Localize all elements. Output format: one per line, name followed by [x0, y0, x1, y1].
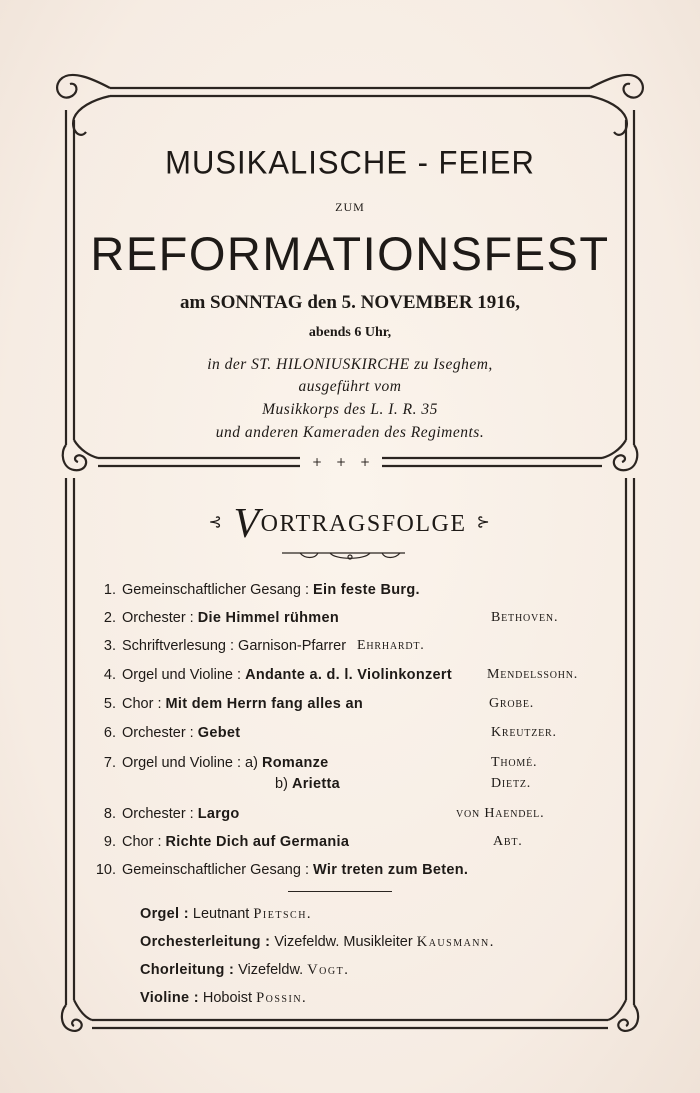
credit-line — [0, 990, 700, 1014]
credit-name: Kausmann. — [416, 934, 495, 950]
program-item-number: 8. — [103, 806, 116, 822]
credit-name: Possin. — [256, 990, 308, 1006]
program-item-composer: Ehrhardt. — [357, 638, 425, 653]
program-item-composer: Mendelssohn. — [487, 667, 579, 682]
program-item — [0, 776, 700, 800]
credit-title: Hoboist — [202, 990, 253, 1006]
program-item-number: 10. — [95, 862, 116, 878]
program-item-composer: Kreutzer. — [491, 725, 557, 740]
program-item-description — [122, 755, 329, 771]
program-item-piece: Romanze — [261, 755, 329, 771]
program-item-composer: Dietz. — [491, 776, 532, 791]
program-item — [0, 696, 700, 720]
program-item-composer: Grobe. — [489, 696, 535, 711]
program-item — [0, 725, 700, 749]
program-item-label: Gemeinschaftlicher Gesang : — [122, 582, 309, 598]
credit-title: Vizefeldw. — [238, 962, 304, 978]
page-subtitle: REFORMATIONSFEST — [90, 227, 610, 280]
program-item-label: Schriftverlesung : Garnison-Pfarrer — [122, 638, 347, 654]
program-item-composer: von Haendel. — [456, 806, 545, 821]
program-item-number: 2. — [103, 610, 116, 626]
credit-line — [0, 962, 700, 986]
program-item-label: Chor : — [122, 834, 162, 850]
svg-text:+: + — [312, 455, 323, 469]
program-item — [0, 610, 700, 634]
program-item — [0, 862, 700, 886]
program-item-label: Orchester : — [122, 806, 194, 822]
program-item-label: Gemeinschaftlicher Gesang : — [122, 862, 309, 878]
program-item-description — [122, 582, 420, 598]
others-line: und anderen Kameraden des Regiments. — [215, 424, 485, 441]
program-item-label: Orgel und Violine : — [122, 667, 242, 683]
program-item-piece: Richte Dich auf Germania — [165, 834, 350, 850]
section-ornament-left: ⊰ — [208, 514, 224, 531]
credit-line — [0, 934, 700, 958]
program-item-description — [122, 862, 468, 878]
section-title — [0, 500, 700, 548]
credit-name: Vogt. — [307, 962, 350, 978]
program-item-label: Orchester : — [122, 610, 194, 626]
program-item-description — [122, 610, 339, 626]
program-item-piece: Wir treten zum Beten. — [313, 862, 469, 878]
svg-text:+: + — [360, 455, 371, 469]
program-item-description — [122, 834, 349, 850]
program-item-piece: Ein feste Burg. — [313, 582, 420, 598]
program-item-number: 4. — [103, 667, 116, 683]
program-item — [0, 806, 700, 830]
performed-line: ausgeführt vom — [298, 378, 402, 395]
program-item-piece: Arietta — [291, 776, 340, 792]
program-item-description — [122, 638, 346, 654]
program-item-piece: Andante a. d. l. Violinkonzert — [245, 667, 452, 683]
credit-role: Orgel : — [140, 906, 189, 922]
divider-ornament — [282, 553, 405, 559]
band-line: Musikkorps des L. I. R. 35 — [262, 401, 438, 418]
program-item — [0, 834, 700, 858]
program-item-piece: Die Himmel rühmen — [197, 610, 340, 626]
program-item-composer: Thomé. — [491, 755, 538, 770]
program-item-number: 6. — [103, 725, 116, 741]
credit-role: Violine : — [140, 990, 199, 1006]
program-item-label: Chor : — [122, 696, 162, 712]
section-ornament-right: ⊱ — [476, 514, 492, 531]
program-item-description — [122, 696, 363, 712]
program-divider — [288, 891, 392, 892]
program-item-number: 3. — [103, 638, 116, 654]
credit-role: Chorleitung : — [140, 962, 235, 978]
program-item-label: b) — [275, 776, 288, 792]
time-line: abends 6 Uhr, — [308, 325, 392, 340]
program-item-composer: Bethoven. — [491, 610, 559, 625]
program-item-number: 5. — [103, 696, 116, 712]
svg-text:+: + — [336, 455, 347, 469]
date-line: am SONNTAG den 5. NOVEMBER 1916, — [179, 292, 521, 313]
program-item-composer: Abt. — [493, 834, 523, 849]
program-item-piece: Gebet — [197, 725, 241, 741]
credit-title: Vizefeldw. Musikleiter — [274, 934, 413, 950]
title-connector: ZUM — [335, 200, 365, 214]
section-title-initial: V — [233, 501, 261, 547]
section-title-rest: ORTRAGSFOLGE — [260, 511, 467, 537]
credit-role: Orchesterleitung : — [140, 934, 271, 950]
program-item-description — [122, 806, 240, 822]
program-item-piece: Largo — [197, 806, 240, 822]
program-item-piece: Mit dem Herrn fang alles an — [165, 696, 363, 712]
page-title: MUSIKALISCHE - FEIER — [165, 144, 535, 181]
program-item-number: 1. — [103, 582, 116, 598]
credit-title: Leutnant — [192, 906, 250, 922]
program-item-description — [275, 776, 340, 792]
program-item-number: 9. — [103, 834, 116, 850]
program-item-description — [122, 725, 240, 741]
program-item — [0, 582, 700, 606]
credit-line — [0, 906, 700, 930]
program-item — [0, 667, 700, 691]
program-item-number: 7. — [103, 755, 116, 771]
program-item-label: Orgel und Violine : a) — [122, 755, 258, 771]
program-item-description — [122, 667, 452, 683]
place-line: in der ST. HILONIUSKIRCHE zu Iseghem, — [207, 356, 493, 373]
program-item-label: Orchester : — [122, 725, 194, 741]
program-item — [0, 638, 700, 662]
credit-name: Pietsch. — [253, 906, 313, 922]
